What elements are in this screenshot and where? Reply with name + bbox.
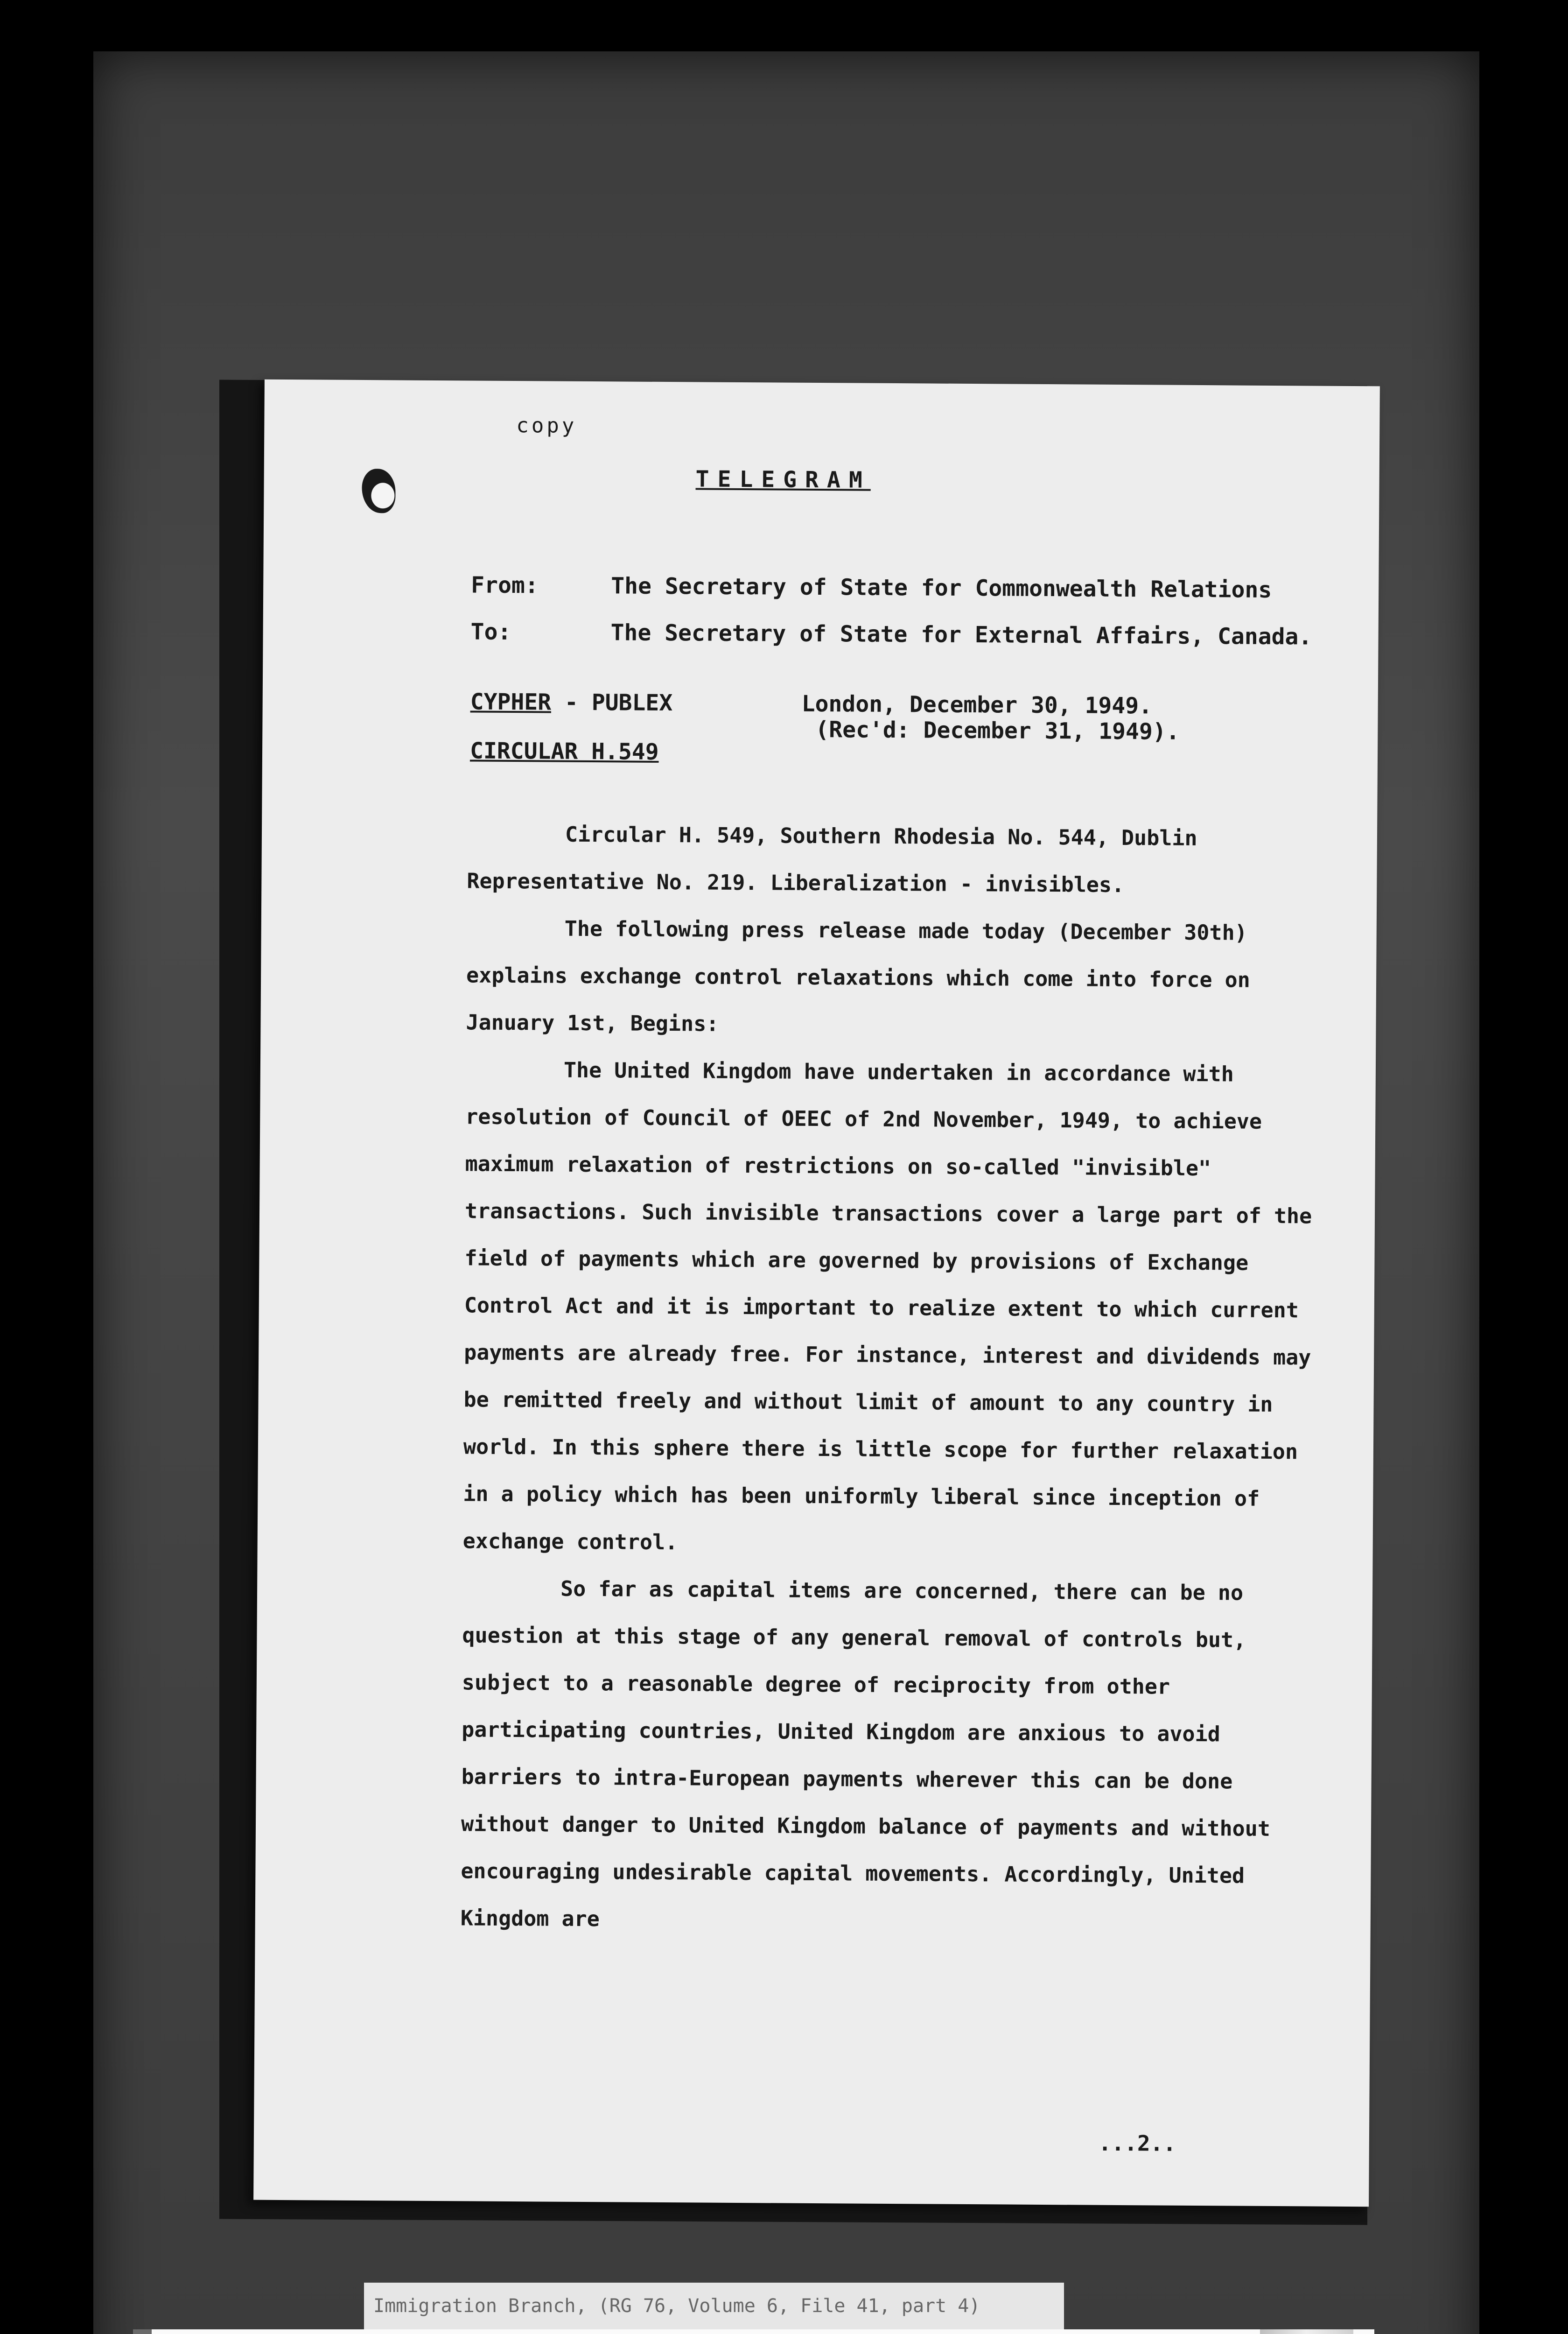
card-clip bbox=[1260, 2329, 1353, 2334]
from-value: The Secretary of State for Commonwealth Relations bbox=[611, 573, 1272, 603]
cypher-rest: - PUBLEX bbox=[551, 689, 673, 717]
file-reference-label: Immigration Branch, (RG 76, Volume 6, File 41, part 4) bbox=[364, 2283, 1064, 2329]
body-paragraph: Circular H. 549, Southern Rhodesia No. 544, Dublin Representative No. 219. Liberalization - invisibles. bbox=[467, 822, 1197, 898]
archives-card bbox=[133, 2329, 1374, 2334]
body-paragraph: The following press release made today (December 30th) explains exchange control relaxations which come into force on January 1st, Begins: bbox=[466, 916, 1251, 1036]
torn-corner-mark bbox=[362, 469, 396, 513]
telegram-page bbox=[253, 380, 1380, 2207]
body-paragraph: So far as capital items are concerned, there can be no question at this stage of any general removal of controls but, subject to a reasonable degree of reciprocity from other participating countries, United Kingdom are anxious to avoid barriers to intra-European payments wherever this can be done without danger to United Kingdom balance of payments and without encouraging undesirable capital movements. Accordingly, United Kingdom are bbox=[460, 1576, 1271, 1932]
punch-hole bbox=[371, 483, 394, 508]
circular-number: CIRCULAR H.549 bbox=[469, 738, 659, 765]
cypher-prefix: CYPHER bbox=[470, 689, 552, 716]
copy-mark: copy bbox=[516, 414, 577, 438]
from-label: From: bbox=[471, 572, 539, 599]
page-continuation: ...2.. bbox=[1098, 2130, 1176, 2156]
dateline: London, December 30, 1949. bbox=[801, 690, 1153, 719]
body-paragraph: The United Kingdom have undertaken in accordance with resolution of Council of OEEC of 2nd November, 1949, to achieve maximum relaxation of restrictions on so-called "invisible" transactions. Such invisible transactions cover a large part of the field of payments which are governed by provisions of Exchange Control Act and it is important to realize extent to which current payments are already free. For instance, interest and dividends may be remitted freely and without limit of amount to any country in world. In this sphere there is little scope for further relaxation in a policy which has been uniformly liberal since inception of exchange control. bbox=[462, 1057, 1312, 1555]
cypher-line bbox=[470, 689, 673, 716]
document-title: TELEGRAM bbox=[695, 466, 871, 493]
to-label: To: bbox=[470, 619, 511, 645]
received-date: (Rec'd: December 31, 1949). bbox=[815, 716, 1180, 745]
to-value: The Secretary of State for External Affairs, Canada. bbox=[610, 619, 1312, 650]
telegram-body bbox=[460, 810, 1316, 1947]
